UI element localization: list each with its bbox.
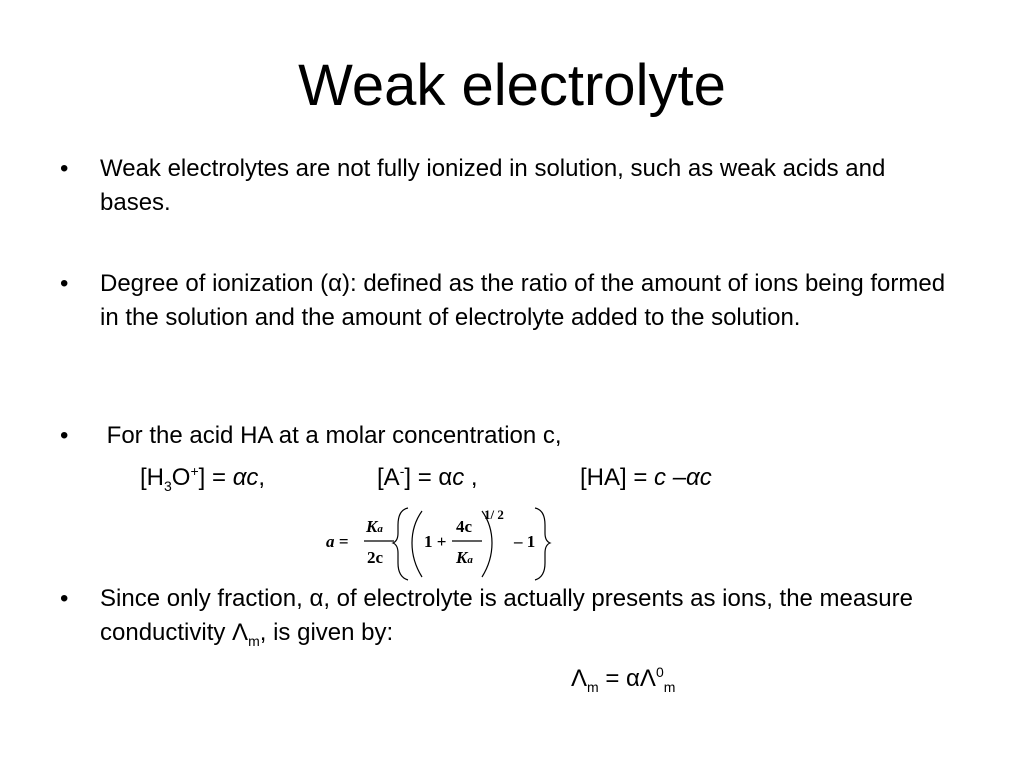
formula-frac1-num: Ka (366, 517, 383, 536)
formula-lhs: a = (326, 532, 349, 551)
bullet-text: For the acid HA at a molar concentration c, (100, 422, 562, 449)
bullet-dot: • (60, 585, 69, 612)
formula-frac1-den: 2c (367, 548, 384, 567)
formula-exponent: 1/ 2 (484, 507, 504, 522)
bullet-dot: • (60, 270, 69, 297)
formula-minus-one: – 1 (514, 532, 536, 551)
bullet-text: Weak electrolytes are not fully ionized in solution, such as weak acids and bases. (100, 155, 886, 216)
bullet-text: Degree of ionization (α): defined as the ratio of the amount of ions being formed in the solution and the amount of electrolyte added to the solution. (100, 270, 946, 331)
ha-concentration: [HA] = c –αc (580, 464, 712, 491)
bullet-dot: • (60, 155, 69, 182)
alpha-formula (320, 505, 560, 585)
formula-frac2-num: 4c (456, 517, 473, 536)
formula-one-plus: 1 + (424, 532, 447, 551)
formula-frac2-den: Ka (456, 548, 473, 567)
bullet-degree-of-ionization (60, 267, 960, 335)
slide-title: Weak electrolyte (298, 53, 726, 118)
bullet-dot: • (60, 422, 69, 449)
bullet-text: Since only fraction, α, of electrolyte is actually presents as ions, the measure conductivity $\Lambda_m$, is given by: (100, 585, 913, 649)
bullet-conductivity (60, 582, 960, 650)
a-minus-concentration: [A-] = αc , (377, 463, 478, 491)
h3o-concentration: $[H_3O^+] = \alpha c$, (140, 463, 266, 494)
bullet-acid-ha (60, 419, 960, 453)
molar-conductivity-equation: $\Lambda_m = \alpha\Lambda^0_m$ (571, 664, 676, 695)
bullet-weak-electrolytes (60, 152, 960, 220)
